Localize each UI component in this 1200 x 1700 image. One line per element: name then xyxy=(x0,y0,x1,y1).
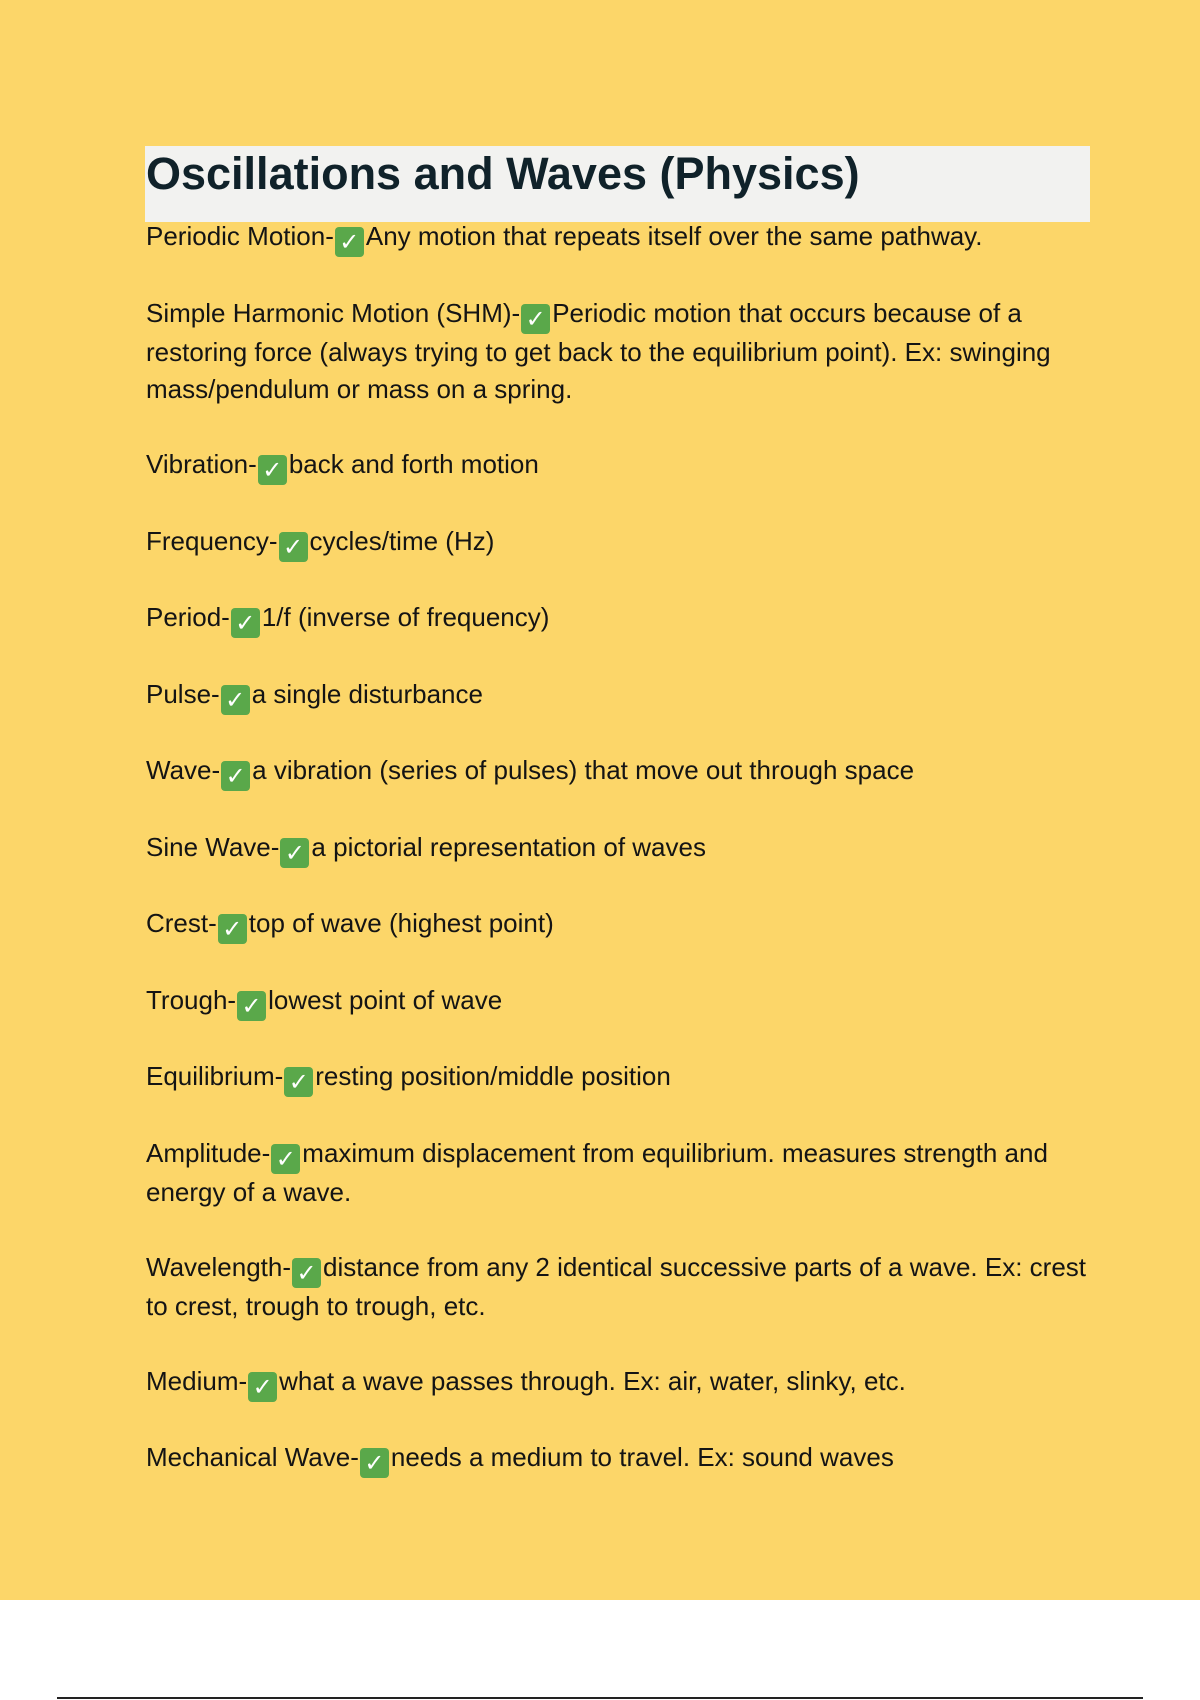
term-item xyxy=(146,523,1086,562)
term-label: Sine Wave- xyxy=(146,831,280,862)
check-mark-icon: ✓ xyxy=(360,1448,389,1478)
check-mark-icon: ✓ xyxy=(271,1144,300,1174)
term-item xyxy=(146,1363,1086,1402)
term-label: Period- xyxy=(146,602,230,632)
term-definition: a vibration (series of pulses) that move out through space xyxy=(252,755,915,785)
term-item xyxy=(146,982,1086,1021)
check-mark-icon: ✓ xyxy=(231,608,260,638)
term-definition: resting position/middle position xyxy=(315,1061,671,1091)
term-label: Frequency- xyxy=(146,525,278,556)
check-mark-icon: ✓ xyxy=(221,685,250,715)
term-label: Equilibrium- xyxy=(146,1061,284,1091)
term-label: Pulse- xyxy=(146,678,220,709)
term-label: Amplitude- xyxy=(146,1137,271,1168)
check-mark-icon: ✓ xyxy=(248,1372,277,1402)
check-mark-icon: ✓ xyxy=(521,304,550,334)
check-mark-icon: ✓ xyxy=(284,1067,313,1097)
check-mark-icon: ✓ xyxy=(221,761,250,791)
term-definition: cycles/time (Hz) xyxy=(309,525,495,556)
term-definition: maximum displacement from equilibrium. measures strength and energy of a wave. xyxy=(146,1137,1048,1207)
check-mark-icon: ✓ xyxy=(280,838,309,868)
check-mark-icon: ✓ xyxy=(237,991,266,1021)
check-mark-icon: ✓ xyxy=(335,227,364,257)
term-definition: back and forth motion xyxy=(288,449,539,479)
term-definition: Any motion that repeats itself over the same pathway. xyxy=(365,221,983,251)
term-label: Periodic Motion- xyxy=(146,221,334,251)
check-mark-icon: ✓ xyxy=(218,914,247,944)
check-mark-icon: ✓ xyxy=(258,455,287,485)
footer-divider xyxy=(57,1697,1143,1699)
term-item xyxy=(146,1135,1086,1212)
term-definition: a pictorial representation of waves xyxy=(311,831,706,862)
term-item xyxy=(146,218,1086,257)
term-item xyxy=(146,295,1086,409)
term-item xyxy=(146,676,1086,715)
term-item xyxy=(146,752,1086,791)
page-title: Oscillations and Waves (Physics) xyxy=(146,148,860,199)
term-definition: distance from any 2 identical successive parts of a wave. Ex: crest to crest, trough to trough, etc. xyxy=(146,1251,1087,1321)
term-label: Wavelength- xyxy=(146,1251,291,1282)
term-definition: lowest point of wave xyxy=(268,984,503,1015)
term-item xyxy=(146,905,1086,944)
term-definition: needs a medium to travel. Ex: sound waves xyxy=(390,1442,894,1472)
term-item xyxy=(146,829,1086,868)
term-definition: 1/f (inverse of frequency) xyxy=(261,602,550,632)
term-label: Crest- xyxy=(146,908,217,938)
term-definition: top of wave (highest point) xyxy=(248,908,554,938)
term-label: Mechanical Wave- xyxy=(146,1442,359,1472)
term-definition: Periodic motion that occurs because of a restoring force (always trying to get back to the equilibrium point). Ex: swinging mass/pendulum or mass on a spring. xyxy=(146,297,1051,404)
term-definition: a single disturbance xyxy=(251,678,483,709)
term-label: Medium- xyxy=(146,1365,248,1396)
term-item xyxy=(146,446,1086,485)
term-item xyxy=(146,599,1086,638)
term-item xyxy=(146,1439,1086,1478)
check-mark-icon: ✓ xyxy=(292,1258,321,1288)
check-mark-icon: ✓ xyxy=(279,532,308,562)
term-list xyxy=(146,218,1086,1516)
term-definition: what a wave passes through. Ex: air, water, slinky, etc. xyxy=(279,1365,906,1396)
term-label: Trough- xyxy=(146,984,237,1015)
term-label: Wave- xyxy=(146,755,221,785)
term-item xyxy=(146,1249,1086,1326)
term-label: Simple Harmonic Motion (SHM)- xyxy=(146,297,521,328)
term-label: Vibration- xyxy=(146,449,257,479)
term-item xyxy=(146,1058,1086,1097)
